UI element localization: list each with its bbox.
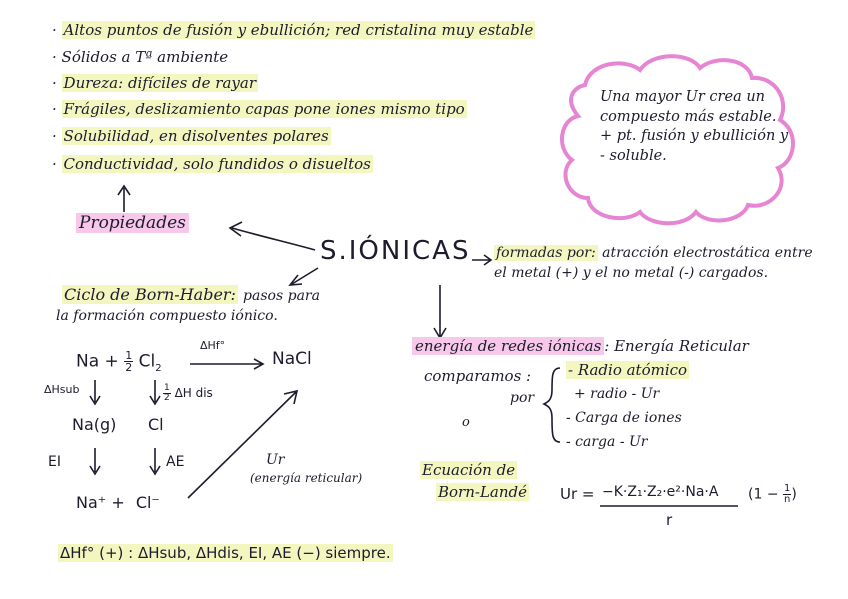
dot-label: o — [462, 415, 470, 430]
property-item-hardness: · Dureza: difíciles de rayar — [52, 74, 256, 92]
properties-heading: Propiedades — [76, 214, 189, 234]
arrow-up-to-list — [118, 186, 130, 212]
reaction-reactants: Na + $\frac{1}{2}$ $Cl_2$ — [76, 349, 162, 374]
ur-label: Ur — [266, 452, 285, 468]
property-item-fragile: · Frágiles, deslizamiento capas pone iones mismo tipo — [52, 100, 465, 118]
arrow-sub — [90, 380, 100, 404]
arrow-ei — [90, 448, 100, 474]
compare-item-radius-rule: + radio - Ur — [574, 386, 660, 402]
born-lande-factor: (1 − $\frac{1}{n}$ ) — [748, 483, 797, 505]
arrow-ae — [150, 448, 160, 474]
arrow-to-cycle — [290, 268, 318, 285]
property-item-fusion: · Altos puntos de fusión y ebullición; red cristalina muy estable — [52, 21, 534, 39]
compare-brace — [544, 368, 560, 442]
compare-label: comparamos : — [424, 367, 532, 385]
property-item-conductivity: · Conductividad, solo fundidos o disueltos — [52, 155, 371, 173]
cl-atom: Cl — [148, 415, 164, 434]
half-fraction: $\frac{1}{2}$ — [125, 349, 133, 374]
arrow-to-properties — [230, 222, 315, 250]
dhf-label: ΔHf° — [200, 339, 226, 352]
nacl-product: NaCl — [272, 349, 312, 369]
born-lande-label-a: Ecuación de — [422, 461, 516, 479]
born-lande-denominator: r — [666, 511, 673, 529]
arrow-to-formed — [472, 255, 491, 265]
ur-description: (energía reticular) — [250, 471, 363, 485]
compare-item-charge: - Carga de iones — [566, 410, 682, 426]
dh-sub-label: ΔHsub — [44, 383, 80, 396]
born-haber-title: Ciclo de Born-Haber: pasos para — [64, 285, 320, 304]
footer-note: ΔHf° (+) : ΔHsub, ΔHdis, EI, AE (−) siempre. — [60, 544, 391, 562]
born-haber-desc: la formación compuesto iónico. — [56, 308, 278, 324]
ions-products: Na⁺ + Cl⁻ — [76, 493, 160, 512]
arrow-down-to-lattice — [434, 285, 446, 338]
dh-dis-label: $\frac{1}{2}$ ΔH dis — [164, 383, 213, 403]
property-item-solids: · Sólidos a Tª ambiente — [52, 48, 229, 66]
ei-label: EI — [48, 454, 61, 470]
born-lande-label-b: Born-Landé — [438, 483, 527, 501]
compare-item-charge-rule: - carga - Ur — [566, 434, 648, 450]
reaction-arrow — [190, 359, 263, 369]
por-label: por — [510, 390, 535, 406]
compare-item-radius: - Radio atómico — [568, 361, 688, 379]
cloud-note: Una mayor Ur crea un compuesto más estable. + pt. fusión y ebullición y - soluble. — [600, 89, 789, 164]
born-lande-numerator: −K·Z₁·Z₂·e²·Na·A — [602, 484, 719, 500]
ionic-title: S.IÓNICAS — [320, 236, 471, 266]
na-gas: Na(g) — [72, 415, 117, 434]
lattice-title: energía de redes iónicas : Energía Reticular — [412, 338, 749, 355]
born-lande-lhs: Ur = — [560, 485, 595, 503]
arrow-dis — [150, 380, 160, 404]
property-item-solubility: · Solubilidad, en disolventes polares — [52, 127, 329, 145]
formed-by-text: formadas por: atracción electrostática entre el metal (+) y el no metal (-) cargados. — [494, 245, 813, 281]
ae-label: AE — [166, 454, 185, 470]
